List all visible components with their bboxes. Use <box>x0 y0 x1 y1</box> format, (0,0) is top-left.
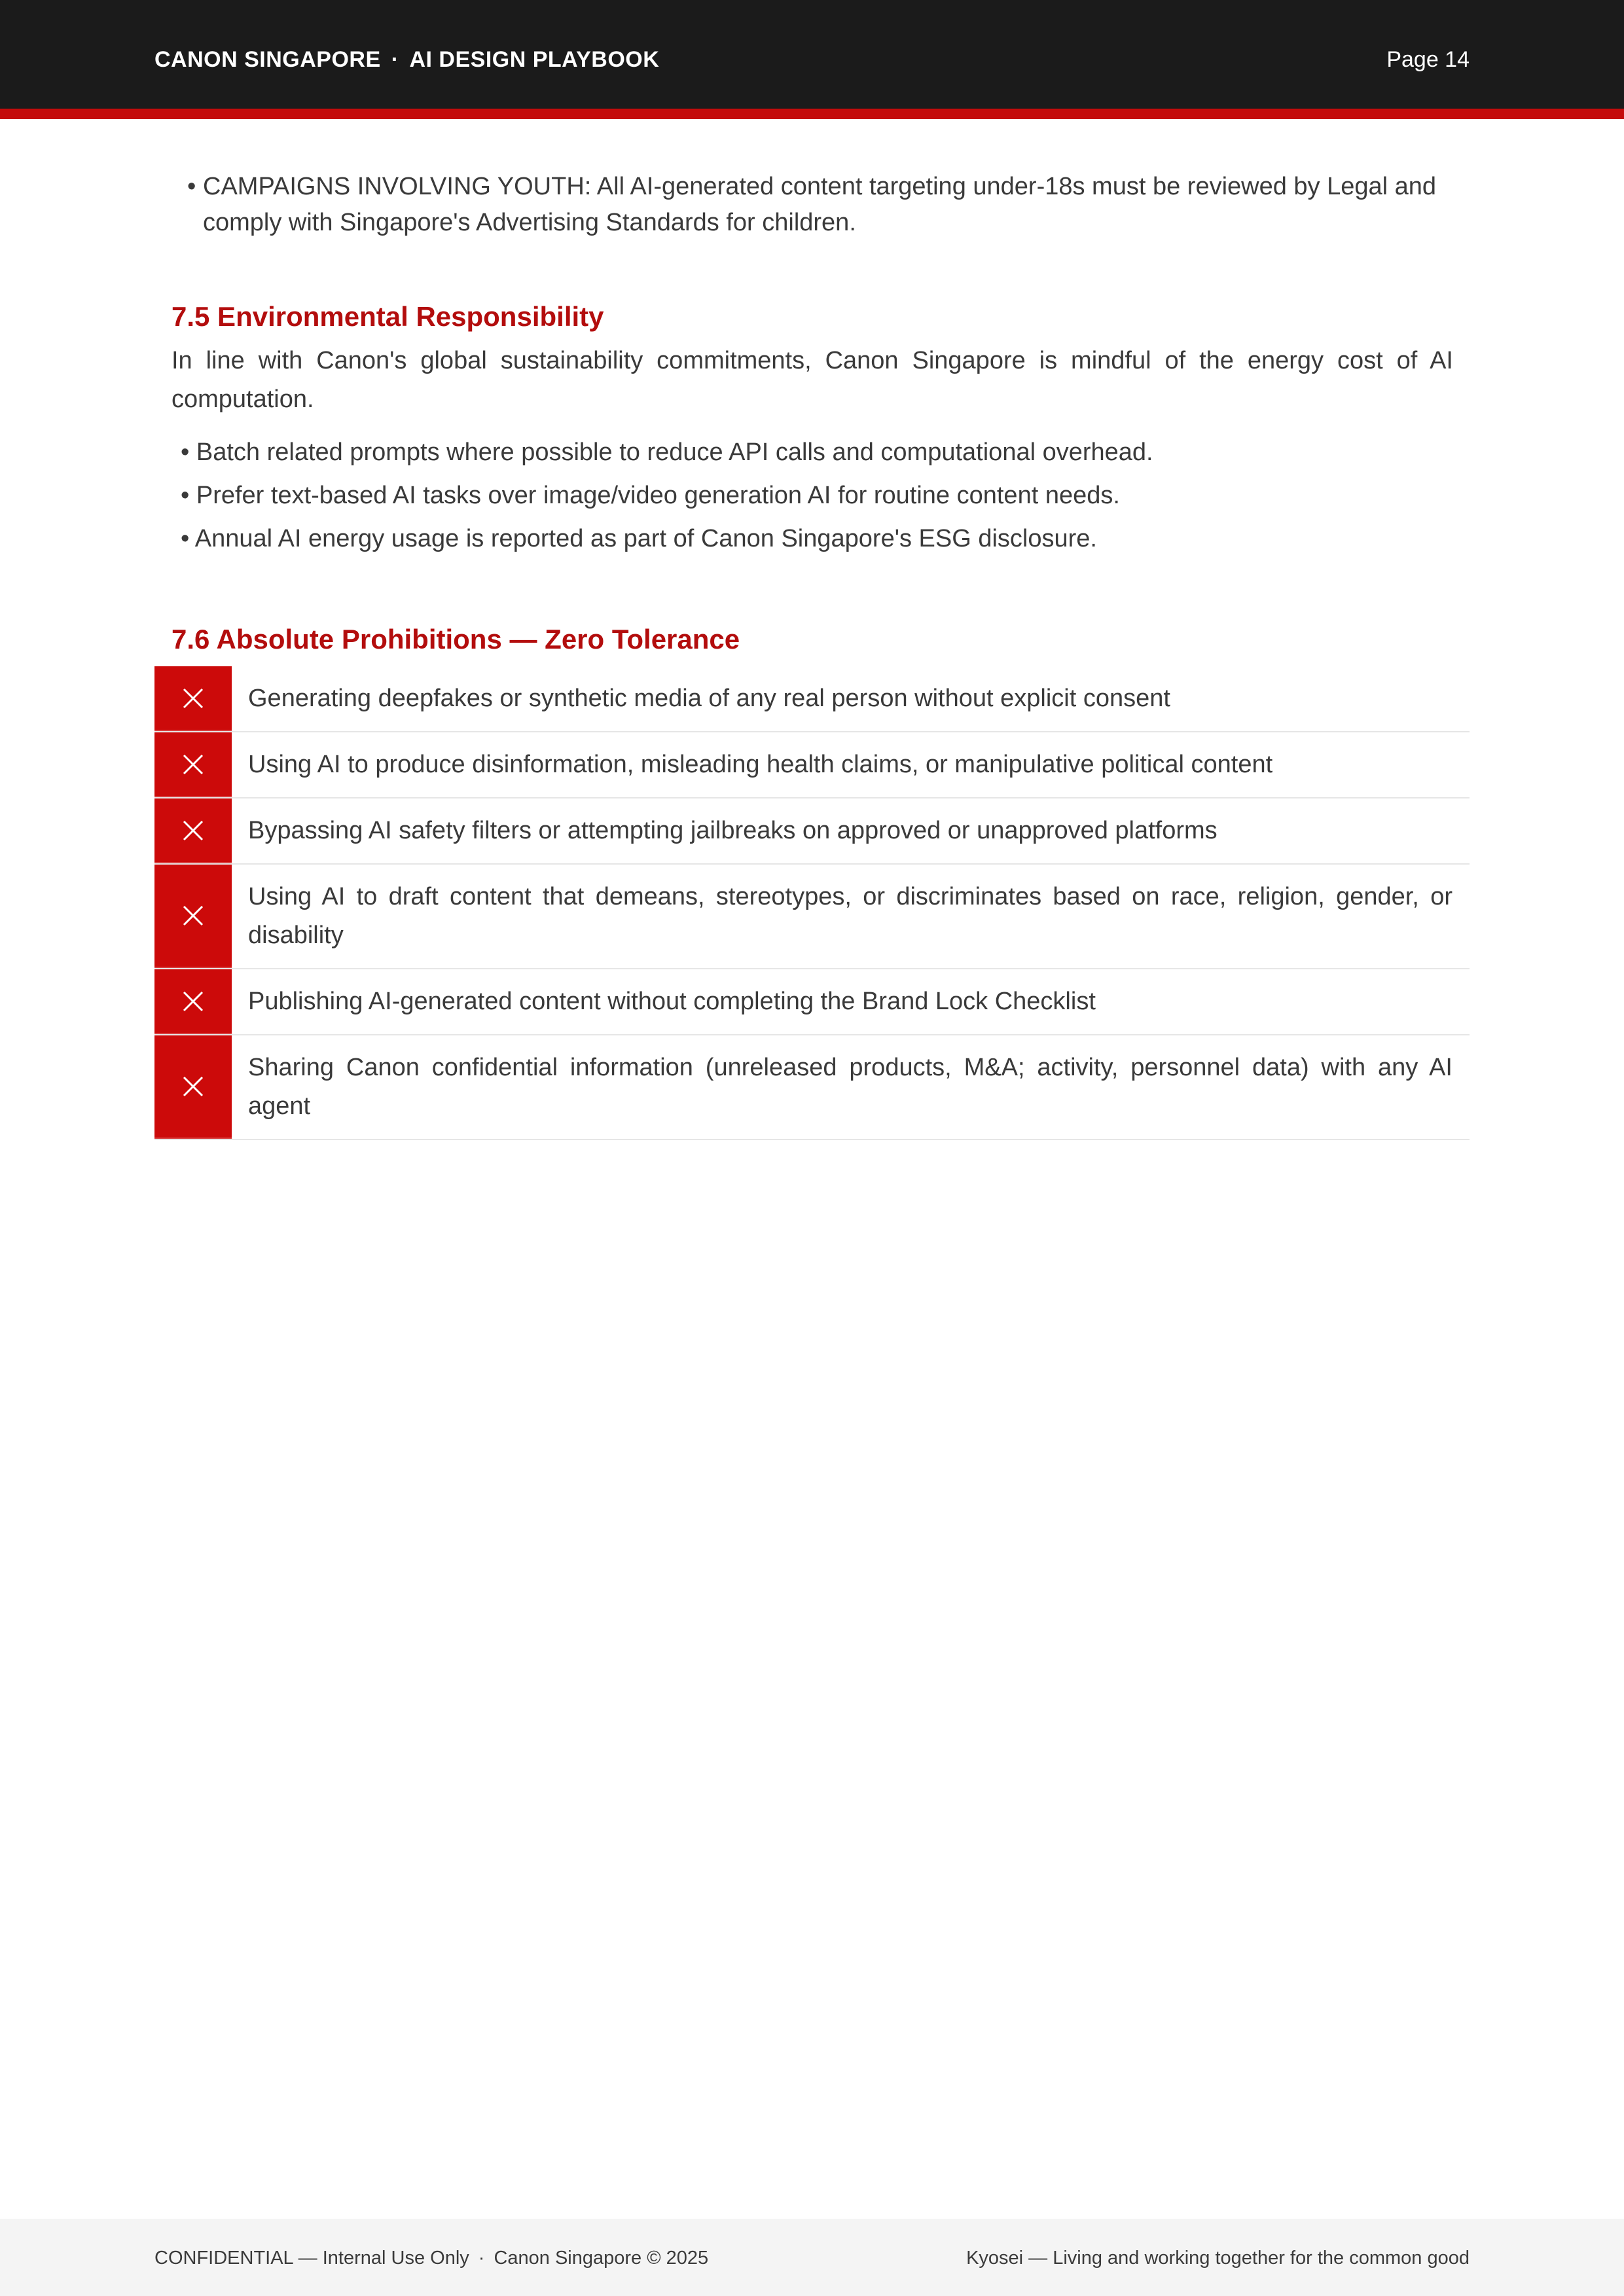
footer-separator: · <box>478 2248 485 2269</box>
table-row <box>154 798 1470 865</box>
prohibition-text: Publishing AI-generated content without completing the Brand Lock Checklist <box>248 988 1096 1015</box>
page-footer <box>0 2219 1624 2296</box>
cross-icon <box>154 732 232 797</box>
cross-icon <box>154 865 232 968</box>
prohibition-text: Bypassing AI safety filters or attempting jailbreaks on approved or unapproved platforms <box>248 817 1218 844</box>
cross-icon <box>154 798 232 863</box>
cross-icon <box>154 1035 232 1139</box>
cross-icon <box>154 969 232 1034</box>
header-separator: · <box>391 47 399 72</box>
footer-confidential: CONFIDENTIAL — Internal Use Only <box>154 2248 469 2269</box>
header-doc-title: AI DESIGN PLAYBOOK <box>409 47 660 72</box>
table-row <box>154 732 1470 798</box>
header-title <box>154 47 659 73</box>
prohibition-text: Sharing Canon confidential information (unreleased products, M&A; activity, personnel data) with any AI agent <box>248 1054 1453 1120</box>
prohibition-text: Using AI to produce disinformation, misleading health claims, or manipulative political content <box>248 751 1273 778</box>
table-row <box>154 865 1470 969</box>
environmental-paragraph: In line with Canon's global sustainability commitments, Canon Singapore is mindful of the energy cost of AI computation. <box>171 347 1453 413</box>
section-heading-7-5: 7.5 Environmental Responsibility <box>171 301 604 332</box>
youth-campaign-bullet <box>181 169 1451 241</box>
footer-copyright: Canon Singapore © 2025 <box>494 2248 709 2269</box>
section-heading-7-6: 7.6 Absolute Prohibitions — Zero Tolerance <box>171 624 740 655</box>
list-item: • Batch related prompts where possible to reduce API calls and computational overhead. <box>181 439 1153 466</box>
list-item: • Annual AI energy usage is reported as part of Canon Singapore's ESG disclosure. <box>181 525 1097 552</box>
prohibition-text: Using AI to draft content that demeans, stereotypes, or discriminates based on race, religion, gender, or disability <box>248 883 1453 949</box>
header-accent-rule <box>0 109 1624 119</box>
footer-tagline: Kyosei — Living and working together for the common good <box>966 2248 1470 2269</box>
header-brand: CANON SINGAPORE <box>154 47 381 72</box>
table-row <box>154 666 1470 732</box>
bullet-marker: • <box>187 173 196 200</box>
prohibitions-table <box>154 666 1470 1140</box>
footer-left <box>154 2248 708 2269</box>
environmental-bullet-list <box>181 431 1451 560</box>
page-header <box>0 0 1624 109</box>
youth-campaign-text: CAMPAIGNS INVOLVING YOUTH: All AI-generated content targeting under-18s must be reviewed by Legal and comply with Singapore's Advertising Standards for children. <box>203 173 1437 236</box>
list-item: • Prefer text-based AI tasks over image/video generation AI for routine content needs. <box>181 482 1120 509</box>
table-row <box>154 969 1470 1035</box>
page-number: Page 14 <box>1386 47 1470 72</box>
prohibition-text: Generating deepfakes or synthetic media of any real person without explicit consent <box>248 685 1170 712</box>
cross-icon <box>154 666 232 731</box>
table-row <box>154 1035 1470 1140</box>
